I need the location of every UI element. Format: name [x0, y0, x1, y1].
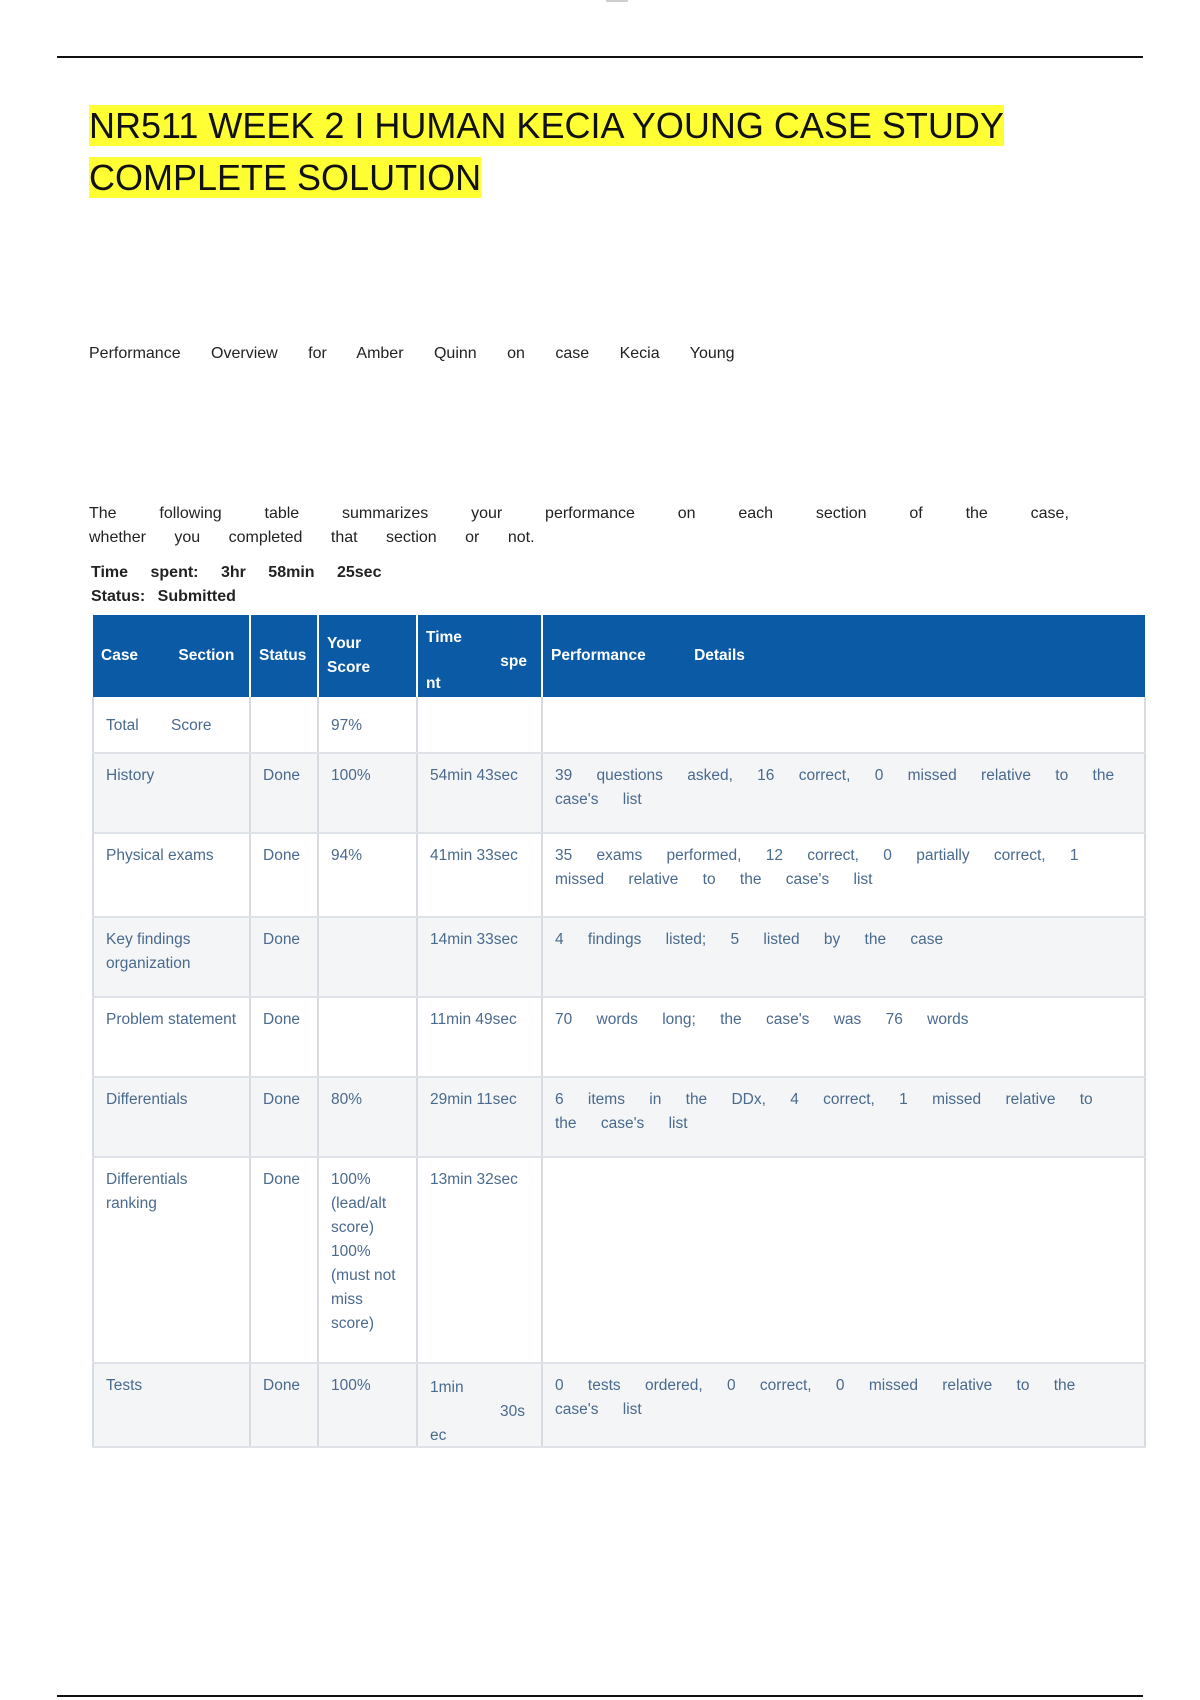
- cell-status: Done: [250, 997, 318, 1077]
- cell-score: 100%: [318, 753, 417, 833]
- summary-word: on: [677, 505, 696, 522]
- cell-time: [417, 1363, 542, 1447]
- table-row-history: [93, 753, 1145, 833]
- cell-details: 35 exams performed, 12 correct, 0 partially correct, 1 missed relative to the case's list: [542, 833, 1145, 917]
- summary-word: following: [159, 505, 222, 522]
- cell-details: 39 questions asked, 16 correct, 0 missed relative to the case's list: [542, 753, 1145, 833]
- header-time-part2: spe: [500, 653, 527, 670]
- table-row-problem-statement: [93, 997, 1145, 1077]
- cell-time: 29min 11sec: [417, 1077, 542, 1157]
- cell-time: 54min 43sec: [417, 753, 542, 833]
- cell-section: Total Score: [93, 697, 250, 753]
- cell-details: 0 tests ordered, 0 correct, 0 missed relative to the case's list: [542, 1363, 1145, 1447]
- table-row-tests: [93, 1363, 1145, 1447]
- cell-section: Tests: [93, 1363, 250, 1447]
- header-rule: [57, 56, 1143, 58]
- cell-details: 6 items in the DDx, 4 correct, 1 missed relative to the case's list: [542, 1077, 1145, 1157]
- cell-score: 100% (lead/alt score) 100% (must not miss score): [318, 1157, 417, 1363]
- cell-section: Differentials ranking: [93, 1157, 250, 1363]
- header-performance-details: Performance Details: [542, 615, 1145, 697]
- cell-section: Differentials: [93, 1077, 250, 1157]
- cell-status: [250, 697, 318, 753]
- time-part3: ec: [430, 1427, 447, 1444]
- cell-score: [318, 997, 417, 1077]
- summary-word: The: [89, 505, 117, 522]
- time-part2: 30s: [500, 1403, 525, 1420]
- summary-word: section: [815, 505, 867, 522]
- cell-details: [542, 697, 1145, 753]
- cell-time: [417, 697, 542, 753]
- page-top-mark: [606, 0, 628, 2]
- cell-details: 4 findings listed; 5 listed by the case: [542, 917, 1145, 997]
- cell-score: [318, 917, 417, 997]
- title-highlight: NR511 WEEK 2 I HUMAN KECIA YOUNG CASE STUDY COMPLETE SOLUTION: [89, 105, 1004, 198]
- summary-word: case,: [1030, 505, 1069, 522]
- summary-word: your: [471, 505, 503, 522]
- cell-score: 100%: [318, 1363, 417, 1447]
- table-row-differentials-ranking: [93, 1157, 1145, 1363]
- cell-status: Done: [250, 753, 318, 833]
- header-status: Status: [250, 615, 318, 697]
- footer-rule: [57, 1695, 1143, 1697]
- time-part1: 1min: [430, 1379, 464, 1396]
- header-your-score: Your Score: [318, 615, 417, 697]
- cell-section: Problem statement: [93, 997, 250, 1077]
- summary-line-2: whether you completed that section or not.: [89, 529, 535, 546]
- cell-score: 94%: [318, 833, 417, 917]
- summary-word: each: [738, 505, 774, 522]
- cell-status: Done: [250, 1157, 318, 1363]
- header-time-part1: Time: [426, 629, 462, 646]
- cell-time: 41min 33sec: [417, 833, 542, 917]
- cell-section: History: [93, 753, 250, 833]
- header-time-spent: [417, 615, 542, 697]
- table-header-row: [93, 615, 1145, 697]
- table-row-physical-exams: [93, 833, 1145, 917]
- cell-details: 70 words long; the case's was 76 words: [542, 997, 1145, 1077]
- header-time-part3: nt: [426, 675, 441, 692]
- cell-time: 13min 32sec: [417, 1157, 542, 1363]
- cell-section: Key findings organization: [93, 917, 250, 997]
- summary-word: table: [264, 505, 300, 522]
- summary-word: performance: [545, 505, 635, 522]
- cell-status: Done: [250, 1363, 318, 1447]
- table-row-total: [93, 697, 1145, 753]
- time-spent: Time spent: 3hr 58min 25sec: [91, 564, 382, 581]
- table-row-key-findings: [93, 917, 1145, 997]
- cell-score: 80%: [318, 1077, 417, 1157]
- summary-word: the: [965, 505, 988, 522]
- performance-table: [92, 615, 1146, 1448]
- cell-details: [542, 1157, 1145, 1363]
- cell-score: 97%: [318, 697, 417, 753]
- status-line: Status: Submitted: [91, 588, 236, 605]
- cell-time: 14min 33sec: [417, 917, 542, 997]
- document-title: [89, 100, 1149, 204]
- cell-status: Done: [250, 833, 318, 917]
- cell-section: Physical exams: [93, 833, 250, 917]
- header-case-section: Case Section: [93, 615, 250, 697]
- cell-status: Done: [250, 917, 318, 997]
- cell-time: 11min 49sec: [417, 997, 542, 1077]
- cell-status: Done: [250, 1077, 318, 1157]
- overview-line: Performance Overview for Amber Quinn on case Kecia Young: [89, 345, 735, 362]
- summary-line-1: [89, 505, 1069, 523]
- table-row-differentials: [93, 1077, 1145, 1157]
- summary-word: summarizes: [342, 505, 429, 522]
- summary-word: of: [909, 505, 923, 522]
